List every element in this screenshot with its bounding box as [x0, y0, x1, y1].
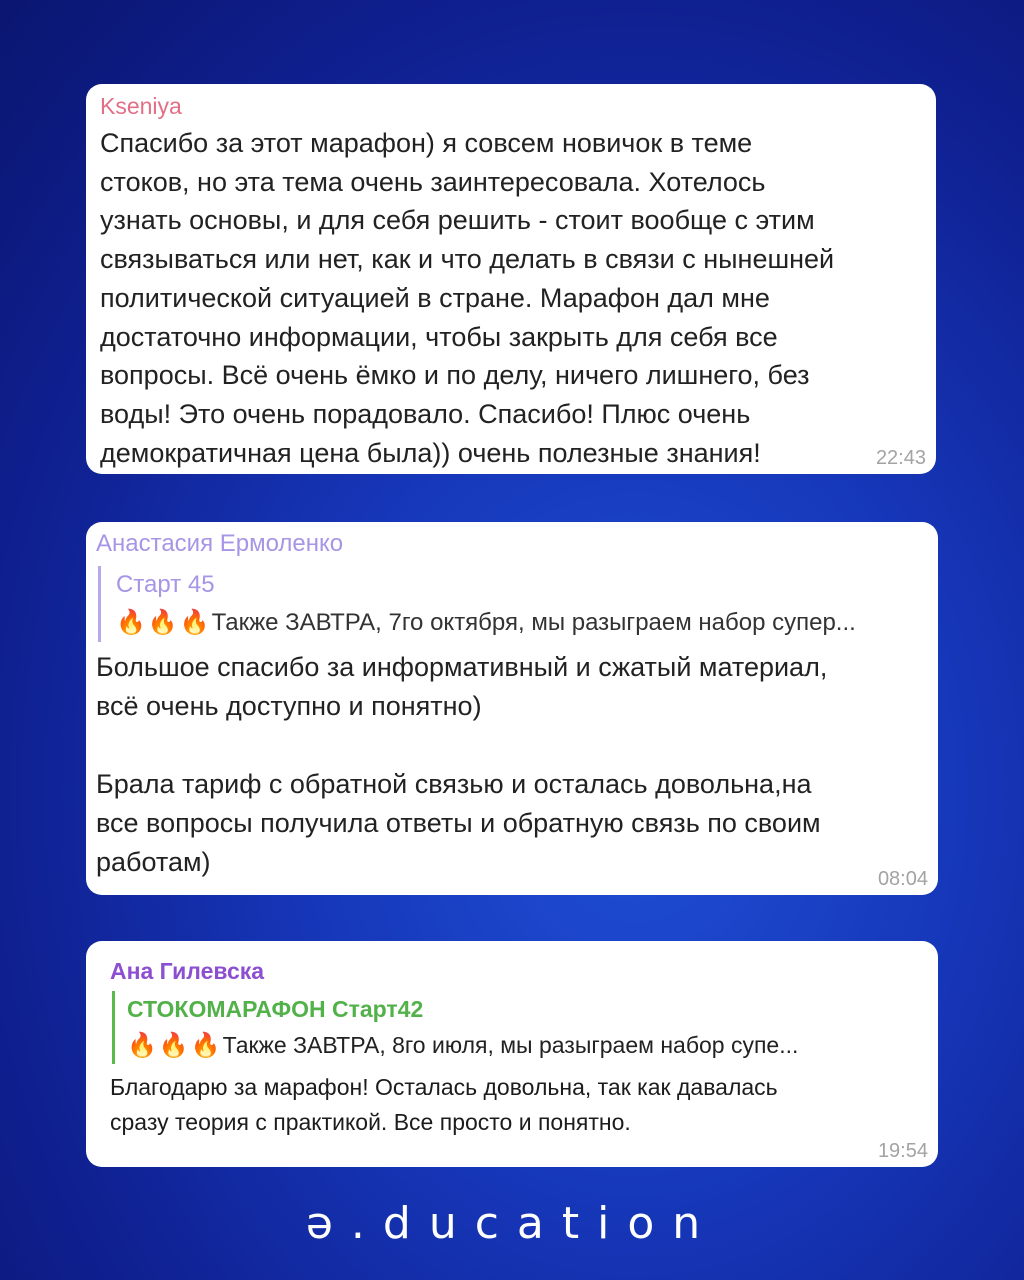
- message-bubble[interactable]: [86, 941, 938, 1167]
- message-bubble[interactable]: [86, 522, 938, 895]
- reply-text: [127, 1027, 914, 1064]
- message-text: Благодарю за марафон! Осталась довольна, так как давалась сразу теория с практикой. Все просто и понятно.: [110, 1074, 778, 1135]
- message-time: 08:04: [877, 868, 928, 890]
- message-time: 22:43: [875, 447, 926, 469]
- reply-title: СТОКОМАРАФОН Старт42: [127, 996, 424, 1022]
- reply-preview[interactable]: [98, 566, 928, 642]
- reply-snippet: Также ЗАВТРА, 7го октября, мы разыграем набор супер...: [211, 609, 856, 636]
- fire-icon: 🔥: [147, 609, 178, 636]
- sender-name[interactable]: Ана Гилевска: [110, 958, 265, 984]
- sender-name[interactable]: Анастасия Ермоленко: [96, 530, 344, 557]
- reply-title: Старт 45: [116, 571, 215, 598]
- message-text: Большое спасибо за информативный и сжатый материал, всё очень доступно и понятно) Брала тариф с обратной связью и осталась довольна,на все вопросы получила ответы и обратную связь по своим работам): [96, 652, 828, 877]
- fire-icon: 🔥: [127, 1032, 157, 1059]
- reply-text: [116, 604, 928, 642]
- message-time: 19:54: [877, 1140, 928, 1162]
- reply-snippet: Также ЗАВТРА, 8го июля, мы разыграем набор супе...: [222, 1032, 799, 1058]
- message-text: Спасибо за этот марафон) я совсем новичок в теме стоков, но эта тема очень заинтересовала. Хотелось узнать основы, и для себя решить - стоит вообще с этим связываться или нет, как и что делать в связи с нынешней политической ситуацией в стране. Марафон дал мне достаточно информации, чтобы закрыть для себя все вопросы. Всё очень ёмко и по делу, ничего лишнего, без воды! Это очень порадовало. Спасибо! Плюс очень демократичная цена была)) очень полезные знания!: [100, 128, 835, 468]
- fire-icon: 🔥: [116, 609, 146, 636]
- fire-icon: 🔥: [179, 609, 210, 636]
- brand-logo: ә.ducation: [305, 1198, 719, 1249]
- fire-icon: 🔥: [158, 1032, 189, 1059]
- message-bubble[interactable]: [86, 84, 936, 474]
- fire-icon: 🔥: [190, 1032, 221, 1059]
- reply-preview[interactable]: [112, 991, 914, 1064]
- sender-name[interactable]: Kseniya: [100, 93, 182, 119]
